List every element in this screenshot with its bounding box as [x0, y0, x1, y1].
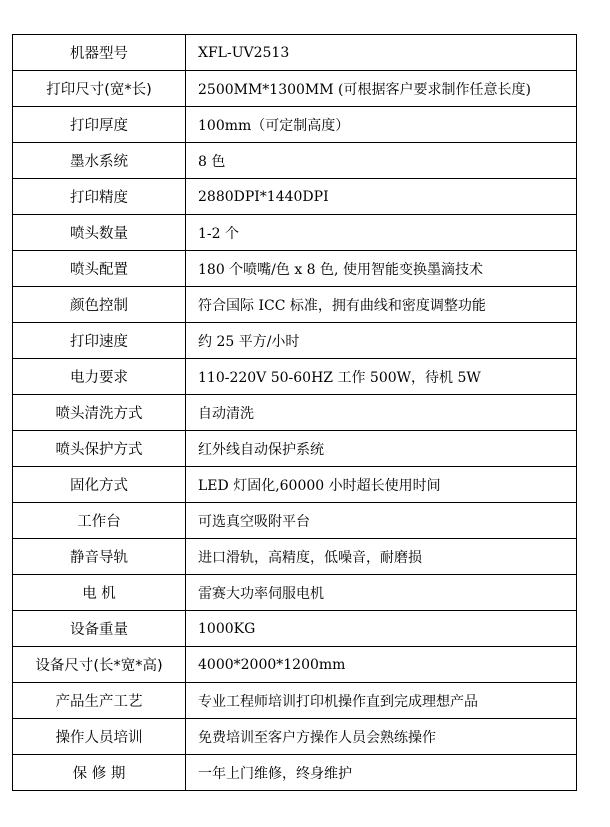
table-row	[13, 107, 577, 143]
table-row	[13, 287, 577, 323]
spec-label: 喷头清洗方式	[13, 395, 186, 431]
spec-label: 保 修 期	[13, 755, 186, 791]
spec-value: 1-2 个	[186, 215, 577, 251]
spec-value: 符合国际 ICC 标准，拥有曲线和密度调整功能	[186, 287, 577, 323]
table-row	[13, 755, 577, 791]
spec-label: 打印尺寸(宽*长)	[13, 71, 186, 107]
spec-label: 打印速度	[13, 323, 186, 359]
spec-label: 喷头配置	[13, 251, 186, 287]
spec-value: 100mm（可定制高度）	[186, 107, 577, 143]
spec-label: 电力要求	[13, 359, 186, 395]
spec-label: 产品生产工艺	[13, 683, 186, 719]
spec-label: 电 机	[13, 575, 186, 611]
spec-label: 机器型号	[13, 35, 186, 71]
spec-value: 雷赛大功率伺服电机	[186, 575, 577, 611]
table-row	[13, 611, 577, 647]
spec-value: 2500MM*1300MM (可根据客户要求制作任意长度)	[186, 71, 577, 107]
table-row	[13, 647, 577, 683]
table-row	[13, 395, 577, 431]
spec-value: LED 灯固化,60000 小时超长使用时间	[186, 467, 577, 503]
spec-value: 约 25 平方/小时	[186, 323, 577, 359]
table-row	[13, 323, 577, 359]
spec-value: 2880DPI*1440DPI	[186, 179, 577, 215]
spec-value: 110-220V 50-60HZ 工作 500W，待机 5W	[186, 359, 577, 395]
spec-value: 1000KG	[186, 611, 577, 647]
spec-label: 打印厚度	[13, 107, 186, 143]
table-row	[13, 683, 577, 719]
table-row	[13, 71, 577, 107]
spec-table	[12, 34, 577, 791]
spec-label: 打印精度	[13, 179, 186, 215]
table-row	[13, 539, 577, 575]
spec-value: 自动清洗	[186, 395, 577, 431]
spec-value: 可选真空吸附平台	[186, 503, 577, 539]
table-row	[13, 251, 577, 287]
spec-label: 设备尺寸(长*宽*高)	[13, 647, 186, 683]
spec-value: 进口滑轨，高精度，低噪音，耐磨损	[186, 539, 577, 575]
spec-label: 静音导轨	[13, 539, 186, 575]
spec-value: 4000*2000*1200mm	[186, 647, 577, 683]
table-row	[13, 215, 577, 251]
spec-value: 180 个喷嘴/色 x 8 色, 使用智能变换墨滴技术	[186, 251, 577, 287]
spec-value: 免费培训至客户方操作人员会熟练操作	[186, 719, 577, 755]
spec-label: 设备重量	[13, 611, 186, 647]
table-row	[13, 35, 577, 71]
spec-label: 喷头保护方式	[13, 431, 186, 467]
table-row	[13, 179, 577, 215]
table-row	[13, 719, 577, 755]
spec-label: 操作人员培训	[13, 719, 186, 755]
spec-label: 颜色控制	[13, 287, 186, 323]
table-row	[13, 359, 577, 395]
table-row	[13, 467, 577, 503]
table-row	[13, 431, 577, 467]
spec-label: 墨水系统	[13, 143, 186, 179]
spec-value: 8 色	[186, 143, 577, 179]
table-row	[13, 575, 577, 611]
spec-value: 专业工程师培训打印机操作直到完成理想产品	[186, 683, 577, 719]
spec-label: 工作台	[13, 503, 186, 539]
spec-value: 红外线自动保护系统	[186, 431, 577, 467]
table-row	[13, 503, 577, 539]
spec-value: XFL-UV2513	[186, 35, 577, 71]
spec-label: 喷头数量	[13, 215, 186, 251]
spec-label: 固化方式	[13, 467, 186, 503]
spec-table-body	[13, 35, 577, 791]
spec-value: 一年上门维修，终身维护	[186, 755, 577, 791]
table-row	[13, 143, 577, 179]
